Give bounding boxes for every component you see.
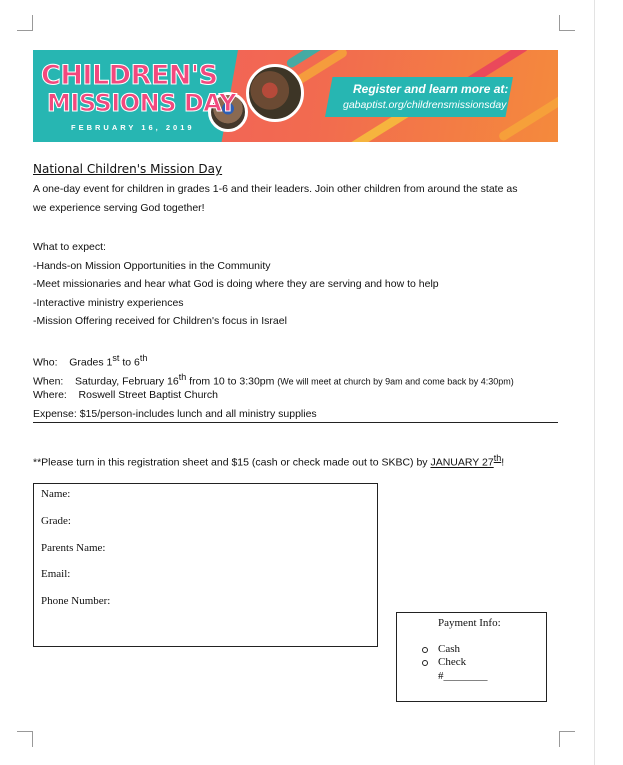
check-number-field[interactable]: #________: [438, 670, 488, 682]
event-banner: [33, 50, 558, 142]
crop-mark-bottom-left: [17, 731, 33, 747]
when-note: (We will meet at church by 9am and come back by 4:30pm): [277, 376, 514, 387]
who-label: Who:: [33, 356, 58, 369]
banner-title-line2: MISSIONS DAY: [47, 89, 236, 117]
when-value: Saturday, February 16: [75, 375, 179, 388]
where-label: Where:: [33, 389, 67, 401]
payment-option-check[interactable]: Check: [438, 656, 467, 668]
turn-in-end: !: [501, 456, 505, 469]
where-line: [33, 389, 218, 402]
register-url: gabaptist.org/childrensmissionsday: [343, 99, 507, 111]
banner-title-line1: CHILDREN'S: [41, 60, 218, 91]
turn-in-date: JANUARY 27: [430, 456, 494, 469]
where-value: Roswell Street Baptist Church: [78, 389, 218, 401]
form-field-grade[interactable]: Grade:: [41, 515, 71, 527]
expense-line: Expense: $15/person-includes lunch and all ministry supplies: [33, 408, 317, 420]
form-field-email[interactable]: Email:: [41, 568, 71, 580]
expect-item: -Interactive ministry experiences: [33, 297, 184, 309]
radio-circle-icon[interactable]: [422, 647, 428, 653]
who-sup: st: [112, 353, 120, 363]
who-line: [33, 352, 147, 370]
intro-line-1: A one-day event for children in grades 1-6 and their leaders. Join other children from around the state as: [33, 183, 518, 195]
document-heading: National Children's Mission Day: [33, 162, 223, 176]
payment-option-cash[interactable]: Cash: [438, 643, 460, 655]
who-to: to 6: [119, 356, 140, 369]
expect-item: -Meet missionaries and hear what God is doing where they are serving and how to help: [33, 278, 439, 290]
expect-item: -Hands-on Mission Opportunities in the Community: [33, 260, 271, 272]
turn-in-line: [33, 452, 504, 470]
when-line: [33, 371, 514, 389]
form-field-name[interactable]: Name:: [41, 488, 71, 500]
banner-photo-children: [246, 64, 304, 122]
register-text: Register and learn more at:: [353, 82, 509, 96]
form-field-parents-name[interactable]: Parents Name:: [41, 542, 106, 554]
form-field-phone[interactable]: Phone Number:: [41, 595, 111, 607]
expect-item: -Mission Offering received for Children's focus in Israel: [33, 315, 287, 327]
crop-mark-top-right: [559, 15, 575, 31]
radio-circle-icon[interactable]: [422, 660, 428, 666]
turn-in-text: **Please turn in this registration sheet and $15 (cash or check made out to SKBC) by: [33, 456, 431, 469]
horizontal-rule: [33, 422, 558, 423]
crop-mark-top-left: [17, 15, 33, 31]
page-edge: [594, 0, 595, 765]
when-sup: th: [178, 372, 187, 382]
intro-line-2: we experience serving God together!: [33, 202, 205, 214]
expect-heading: What to expect:: [33, 241, 106, 253]
registration-form-box: [33, 483, 378, 647]
turn-in-sup: th: [493, 453, 502, 463]
who-sup: th: [139, 353, 148, 363]
when-time: from 10 to 3:30pm: [186, 375, 278, 388]
when-label: When:: [33, 375, 64, 388]
banner-date: FEBRUARY 16, 2019: [71, 123, 195, 132]
who-value: Grades 1: [69, 356, 113, 369]
crop-mark-bottom-right: [559, 731, 575, 747]
payment-title: Payment Info:: [438, 617, 501, 629]
